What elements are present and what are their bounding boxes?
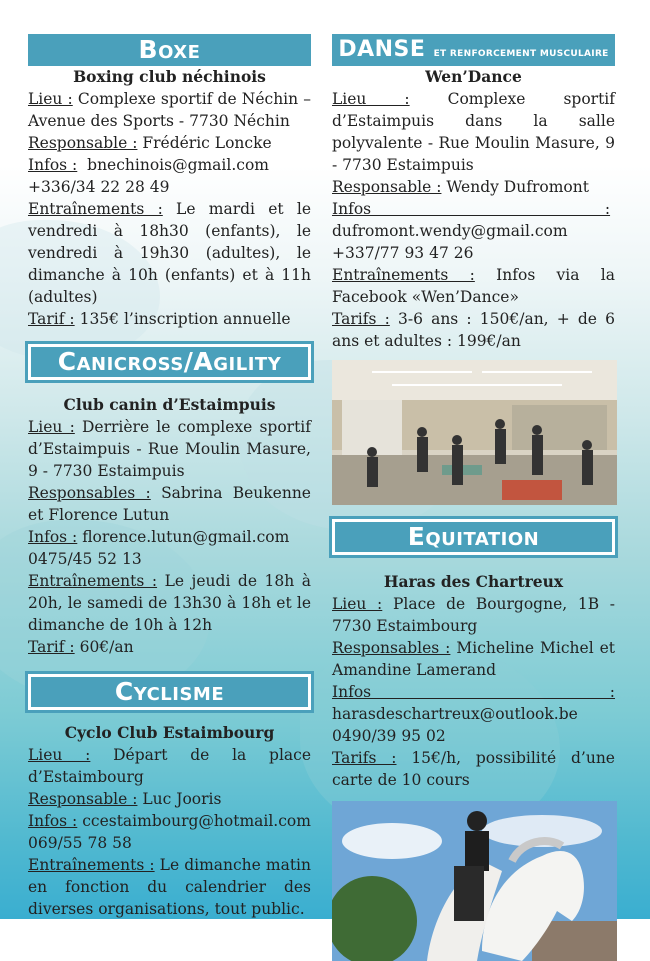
canicross-title: Canicross/Agility	[57, 347, 282, 376]
lieu-value: Complexe sportif de Néchin – Avenue des Sports - 7730 Néchin	[28, 90, 311, 130]
tarif-value: 60€/an	[79, 638, 134, 656]
tarifs-value: 15€/h, possibilité d’une carte de 10 cours	[332, 749, 615, 789]
phone-value: +337/77 93 47 26	[332, 244, 474, 262]
equitation-banner	[332, 519, 615, 555]
email-value: dufromont.wendy@gmail.com	[332, 222, 568, 240]
canicross-responsables	[28, 482, 311, 526]
canicross-club-name: Club canin d’Estaimpuis	[63, 395, 276, 414]
email-value: ccestaimbourg@hotmail.com	[82, 812, 311, 830]
cyclisme-responsable	[28, 788, 311, 810]
equitation-infos	[332, 681, 615, 747]
responsables-label: Responsables :	[332, 639, 451, 657]
dance-class-photo	[332, 360, 617, 505]
left-column	[28, 34, 311, 920]
danse-infos	[332, 198, 615, 264]
danse-subtitle: ET RENFORCEMENT MUSCULAIRE	[433, 49, 609, 59]
lieu-value: Derrière le complexe sportif d’Estaimpuis - Rue Moulin Masure, 9 - 7730 Estaimpuis	[28, 418, 312, 480]
tarifs-label: Tarifs :	[332, 749, 397, 767]
danse-title: DANSE	[338, 37, 426, 62]
entrainements-value: Le dimanche matin en fonction du calendrier des diverses organisations, tout public.	[28, 856, 311, 918]
responsables-label: Responsables :	[28, 484, 151, 502]
responsable-value: Wendy Dufromont	[446, 178, 589, 196]
cyclisme-banner	[28, 674, 311, 710]
entrainements-label: Entraînements :	[28, 200, 163, 218]
equitation-title: Equitation	[407, 522, 540, 551]
phone-value: 0490/39 95 02	[332, 727, 446, 745]
cyclisme-club-name: Cyclo Club Estaimbourg	[64, 723, 275, 742]
phone-value: +336/34 22 28 49	[28, 178, 170, 196]
responsable-label: Responsable :	[28, 134, 138, 152]
infos-label: Infos :	[28, 528, 78, 546]
equitation-club-name: Haras des Chartreux	[383, 572, 564, 591]
danse-entrainements	[332, 264, 615, 308]
boxe-entrainements	[28, 198, 311, 308]
boxe-title: Boxe	[138, 35, 201, 64]
phone-value: 0475/45 52 13	[28, 550, 142, 568]
cyclisme-infos	[28, 810, 311, 854]
canicross-banner	[28, 344, 311, 380]
responsable-value: Frédéric Loncke	[142, 134, 272, 152]
cyclisme-title: Cyclisme	[114, 677, 225, 706]
entrainements-label: Entraînements :	[28, 572, 158, 590]
tarif-value: 135€ l’inscription annuelle	[79, 310, 291, 328]
lieu-value: Départ de la place d’Estaimbourg	[28, 746, 312, 786]
tarifs-value: 3-6 ans : 150€/an, + de 6 ans et adultes : 199€/an	[332, 310, 615, 350]
tarif-label: Tarif :	[28, 310, 75, 328]
lieu-label: Lieu :	[28, 418, 75, 436]
infos-label: Infos :	[332, 683, 615, 701]
responsable-label: Responsable :	[332, 178, 442, 196]
entrainements-value: Infos via la Facebook «Wen’Dance»	[332, 266, 615, 306]
right-column	[332, 34, 615, 961]
responsable-value: Luc Jooris	[142, 790, 222, 808]
entrainements-label: Entraînements :	[332, 266, 475, 284]
tarif-label: Tarif :	[28, 638, 75, 656]
entrainements-label: Entraînements :	[28, 856, 155, 874]
horse-riding-photo	[332, 801, 617, 961]
tarifs-label: Tarifs :	[332, 310, 390, 328]
equitation-lieu	[332, 593, 615, 637]
cyclisme-entrainements	[28, 854, 311, 920]
danse-club-name: Wen’Dance	[425, 67, 522, 86]
lieu-value: Complexe sportif d’Estaimpuis dans la salle polyvalente - Rue Moulin Masure, 9 - 7730 Estaimpuis	[332, 90, 615, 174]
entrainements-value: Le jeudi de 18h à 20h, le samedi de 13h30 à 18h et le dimanche de 10h à 12h	[28, 572, 311, 634]
boxe-infos	[28, 154, 311, 198]
boxe-club-name: Boxing club néchinois	[73, 67, 266, 86]
boxe-tarif	[28, 308, 311, 330]
equitation-responsables	[332, 637, 615, 681]
lieu-label: Lieu :	[28, 90, 73, 108]
equitation-tarifs	[332, 747, 615, 791]
responsables-value: Sabrina Beukenne et Florence Lutun	[28, 484, 311, 524]
danse-lieu	[332, 88, 615, 176]
danse-banner	[332, 34, 615, 66]
lieu-label: Lieu :	[28, 746, 91, 764]
entrainements-value: Le mardi et le vendredi à 18h30 (enfants), le vendredi à 19h30 (adultes), le dimanche à 10h (enfants) et à 11h (adultes)	[28, 200, 311, 306]
canicross-entrainements	[28, 570, 311, 636]
boxe-responsable	[28, 132, 311, 154]
lieu-label: Lieu :	[332, 595, 383, 613]
danse-tarifs	[332, 308, 615, 352]
lieu-label: Lieu :	[332, 90, 410, 108]
boxe-lieu	[28, 88, 311, 132]
infos-label: Infos :	[28, 156, 78, 174]
canicross-lieu	[28, 416, 311, 482]
lieu-value: Place de Bourgogne, 1B - 7730 Estaimbourg	[332, 595, 615, 635]
canicross-tarif	[28, 636, 311, 658]
email-value: florence.lutun@gmail.com	[82, 528, 290, 546]
email-value: bnechinois@gmail.com	[87, 156, 269, 174]
infos-label: Infos :	[332, 200, 611, 218]
canicross-infos	[28, 526, 311, 570]
infos-label: Infos :	[28, 812, 78, 830]
boxe-banner	[28, 34, 311, 66]
danse-responsable	[332, 176, 615, 198]
responsables-value: Micheline Michel et Amandine Lamerand	[332, 639, 615, 679]
cyclisme-lieu	[28, 744, 311, 788]
phone-value: 069/55 78 58	[28, 834, 132, 852]
responsable-label: Responsable :	[28, 790, 138, 808]
email-value: harasdeschartreux@outlook.be	[332, 705, 578, 723]
